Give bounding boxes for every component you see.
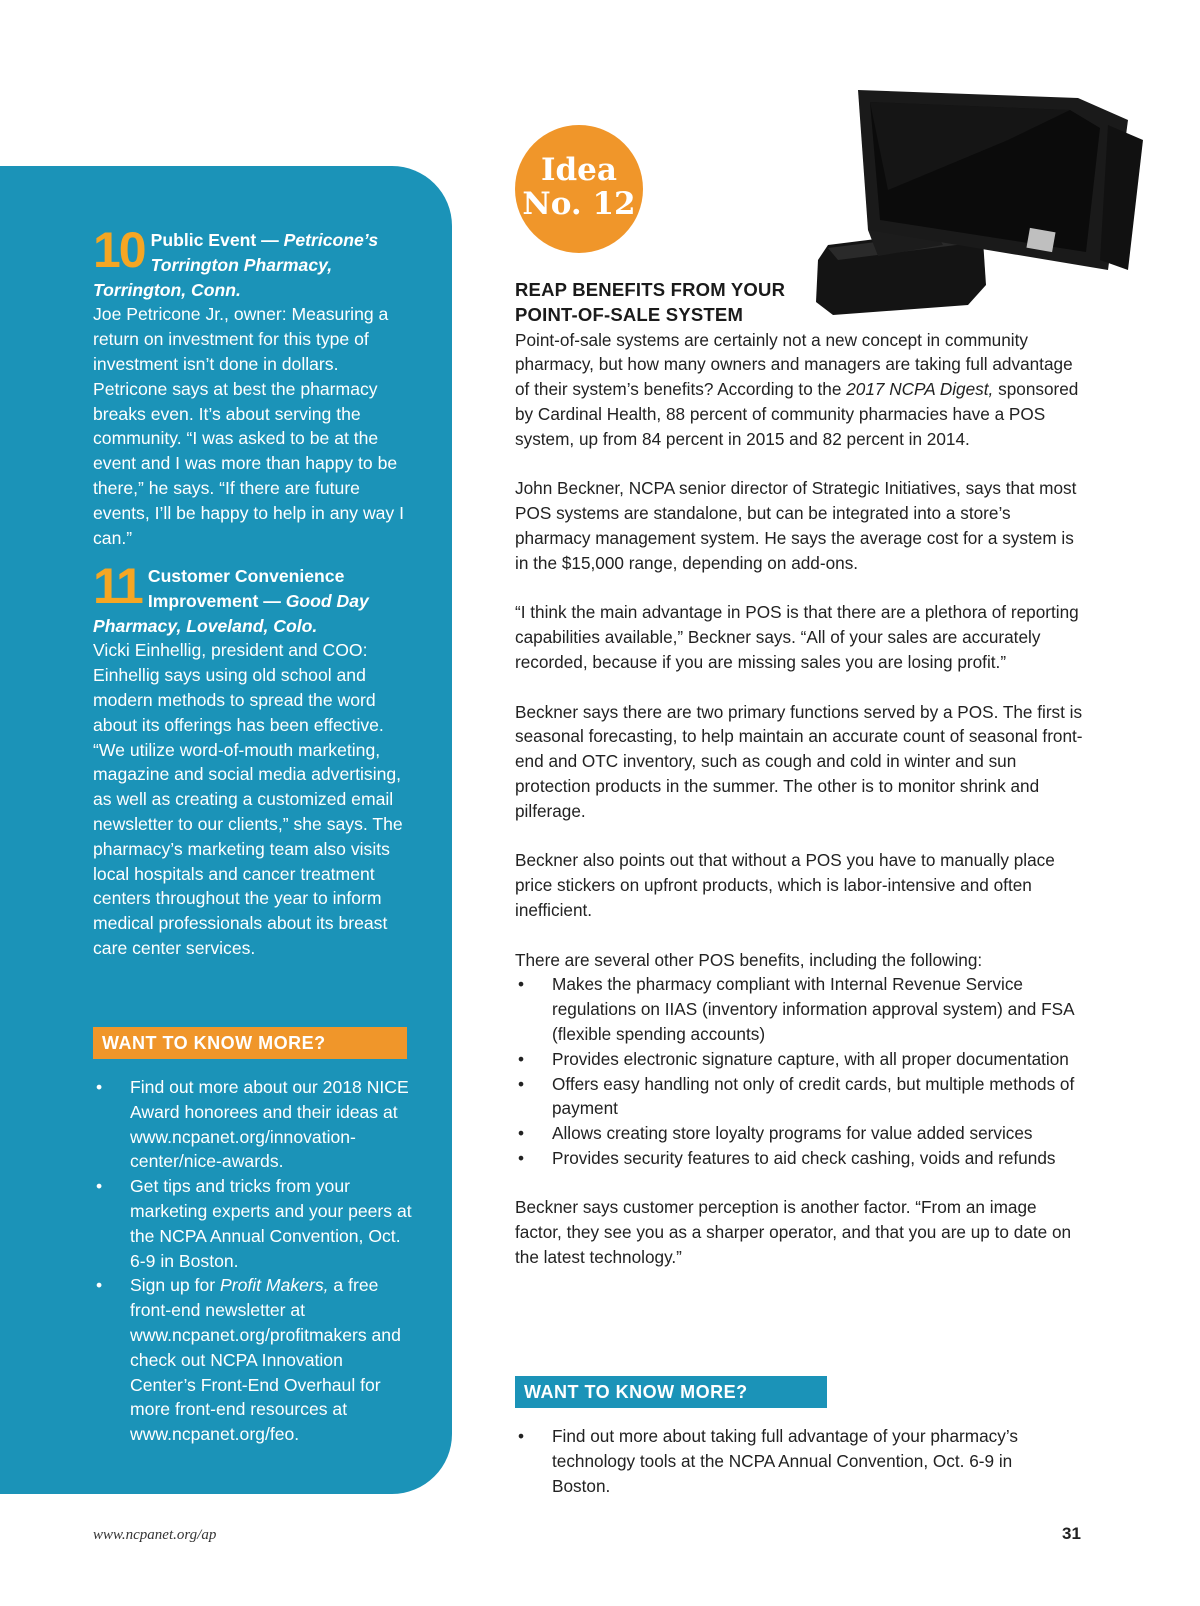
right-resource-list: [515, 1424, 1075, 1498]
entry-number: 10: [93, 222, 145, 278]
paragraph: There are several other POS benefits, including the following:: [515, 949, 983, 970]
entry-number: 11: [93, 558, 142, 614]
list-item: • Sign up for Profit Makers, a free front-end newsletter at www.ncpanet.org/profitmakers and check out NCPA Innovation Center’s Front-End Overhaul for more front-end resources at www.ncpanet.org/feo.: [93, 1273, 413, 1447]
entry-11: [93, 558, 413, 961]
list-item: • Provides electronic signature capture, with all proper documentation: [515, 1047, 1083, 1072]
entry-body: Vicki Einhellig, president and COO: Einhellig says using old school and modern methods to spread the word about its offerings has been effective. “We utilize word-of-mouth marketing, magazine and social media advertising, as well as creating a customized email newsletter to our clients,” she says. The pharmacy’s marketing team also visits local hospitals and cancer treatment centers throughout the year to inform medical professionals about its breast care center services.: [93, 640, 403, 958]
left-resource-list: [93, 1075, 413, 1447]
benefits-list: [515, 972, 1083, 1170]
list-item: • Provides security features to aid check cashing, voids and refunds: [515, 1146, 1083, 1171]
entry-body: Joe Petricone Jr., owner: Measuring a return on investment for this type of investment isn’t done in dollars. Petricone says at best the pharmacy breaks even. It’s about serving the community. “I was asked to be at the event and I was more than happy to be there,” he says. “If there are future events, I’ll be happy to help in any way I can.”: [93, 304, 405, 548]
entry-heading: Public Event — Petricone’s Torrington Pharmacy, Torrington, Conn.: [93, 230, 379, 300]
paragraph: “I think the main advantage in POS is that there are a plethora of reporting capabilities available,” Beckner says. “All of your sales are accurately recorded, because if you are missing sales you are losing profit.”: [515, 602, 1079, 672]
page-number: 31: [1062, 1524, 1081, 1543]
list-item: • Find out more about taking full advantage of your pharmacy’s technology tools at the NCPA Annual Convention, Oct. 6-9 in Boston.: [515, 1424, 1075, 1498]
paragraph: Beckner says customer perception is another factor. “From an image factor, they see you as a sharper operator, and that you are up to date on the latest technology.”: [515, 1197, 1072, 1268]
paragraph: Beckner says there are two primary functions served by a POS. The first is seasonal forecasting, to help maintain an accurate count of seasonal front-end and OTC inventory, such as cough and cold in winter and sun protection products in the summer. The other is to monitor shrink and pilferage.: [515, 701, 1083, 821]
list-item: • Makes the pharmacy compliant with Internal Revenue Service regulations on IIAS (inventory information approval system) and FSA (flexible spending accounts): [515, 972, 1083, 1046]
entry-heading: Customer Convenience Improvement — Good Day Pharmacy, Loveland, Colo.: [93, 566, 369, 636]
want-to-know-more-heading: WANT TO KNOW MORE?: [515, 1376, 827, 1408]
article-heading: REAP BENEFITS FROM YOUR POINT-OF-SALE SYSTEM: [515, 279, 786, 325]
entry-10: [93, 222, 413, 550]
paragraph: Point-of-sale systems are certainly not a new concept in community pharmacy, but how many owners and managers are taking full advantage of their system’s benefits? According to the 2017 NCPA Digest, sponsored by Cardinal Health, 88 percent of community pharmacies have a POS system, up from 84 percent in 2015 and 82 percent in 2014.: [515, 329, 1079, 449]
footer-url: www.ncpanet.org/ap: [93, 1527, 217, 1543]
want-to-know-more-heading: WANT TO KNOW MORE?: [93, 1027, 407, 1059]
idea-badge: Idea No. 12: [515, 125, 643, 253]
article: [515, 278, 1083, 1295]
paragraph: John Beckner, NCPA senior director of Strategic Initiatives, says that most POS systems are standalone, but can be integrated into a store’s pharmacy management system. He says the average cost for a system is in the $15,000 range, depending on add-ons.: [515, 478, 1077, 573]
list-item: • Offers easy handling not only of credit cards, but multiple methods of payment: [515, 1072, 1083, 1122]
paragraph: Beckner also points out that without a POS you have to manually place price stickers on upfront products, which is labor-intensive and often inefficient.: [515, 850, 1055, 920]
list-item: • Allows creating store loyalty programs for value added services: [515, 1121, 1083, 1146]
list-item: • Get tips and tricks from your marketing experts and your peers at the NCPA Annual Convention, Oct. 6-9 in Boston.: [93, 1174, 413, 1273]
list-item: • Find out more about our 2018 NICE Award honorees and their ideas at www.ncpanet.org/innovation-center/nice-awards.: [93, 1075, 413, 1174]
